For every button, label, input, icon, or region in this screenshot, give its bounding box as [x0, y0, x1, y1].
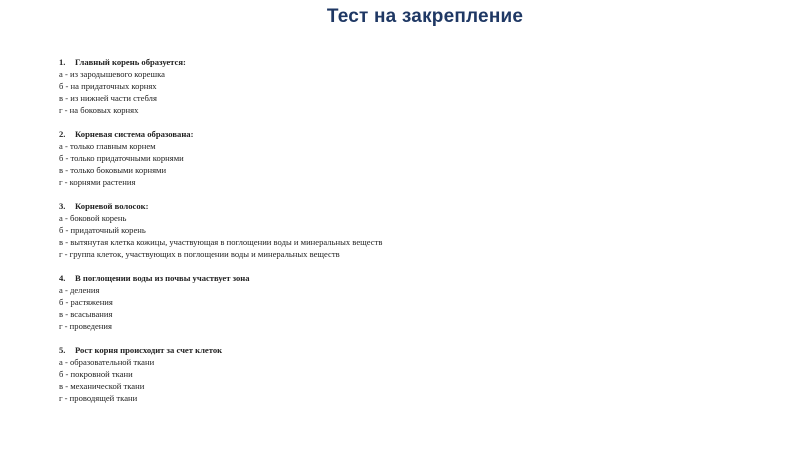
answer-option: в - только боковыми корнями: [59, 165, 167, 175]
question-number: 5.: [59, 345, 66, 355]
slide-title: Тест на закрепление: [326, 6, 524, 27]
answer-option: в - вытянутая клетка кожицы, участвующая в поглощении воды и минеральных веществ: [59, 237, 383, 247]
answer-option: г - проводящей ткани: [59, 393, 138, 403]
answer-option: а - только главным корнем: [59, 141, 156, 151]
question-1: [59, 56, 619, 116]
answer-option: б - покровной ткани: [59, 369, 133, 379]
question-5: [59, 344, 619, 404]
question-4: [59, 272, 619, 332]
answer-option: а - из зародышевого корешка: [59, 69, 165, 79]
answer-option: в - всасывания: [59, 309, 113, 319]
answer-option: а - деления: [59, 285, 100, 295]
question-text: Корневая система образована:: [75, 129, 194, 139]
answer-option: б - на придаточных корнях: [59, 81, 157, 91]
question-text: Рост корня происходит за счет клеток: [75, 345, 223, 355]
question-text: Главный корень образуется:: [75, 57, 186, 67]
question-3: [59, 200, 619, 260]
answer-option: г - на боковых корнях: [59, 105, 139, 115]
answer-option: г - группа клеток, участвующих в поглощении воды и минеральных веществ: [59, 249, 340, 259]
question-number: 2.: [59, 129, 66, 139]
question-text: Корневой волосок:: [75, 201, 149, 211]
question-heading: [59, 272, 619, 284]
answer-option: б - растяжения: [59, 297, 113, 307]
question-heading: [59, 56, 619, 68]
question-text: В поглощении воды из почвы участвует зона: [75, 273, 250, 283]
answer-option: б - придаточный корень: [59, 225, 146, 235]
question-number: 1.: [59, 57, 66, 67]
answer-option: а - боковой корень: [59, 213, 127, 223]
question-heading: [59, 344, 619, 356]
question-2: [59, 128, 619, 188]
answer-option: б - только придаточными корнями: [59, 153, 184, 163]
answer-option: в - механической ткани: [59, 381, 145, 391]
quiz-list: [59, 56, 619, 416]
question-heading: [59, 128, 619, 140]
answer-option: а - образовательной ткани: [59, 357, 155, 367]
answer-option: в - из нижней части стебля: [59, 93, 157, 103]
answer-option: г - проведения: [59, 321, 112, 331]
question-number: 3.: [59, 201, 66, 211]
question-number: 4.: [59, 273, 66, 283]
question-heading: [59, 200, 619, 212]
answer-option: г - корнями растения: [59, 177, 136, 187]
